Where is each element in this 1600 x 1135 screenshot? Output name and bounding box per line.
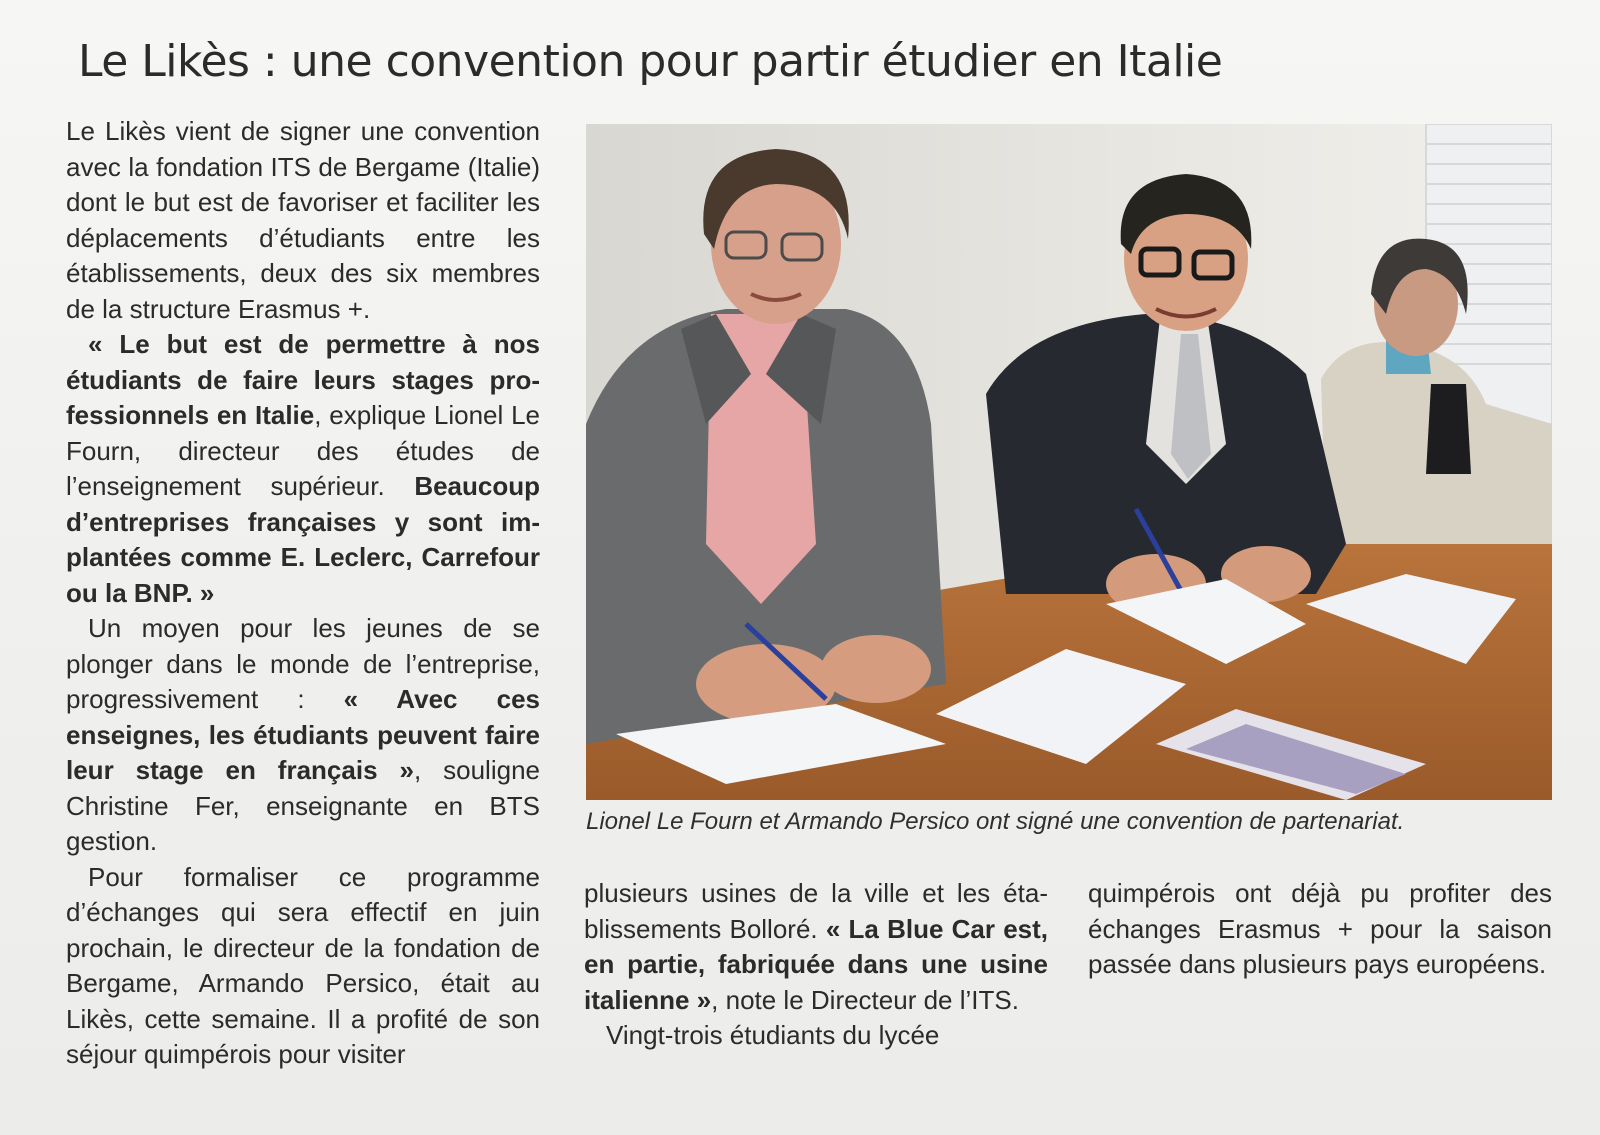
paragraph-quote-le-fourn: « Le but est de permettre à nos étudiants de faire leurs stages professionnels en Italie, explique Lionel Le Fourn, directeur des études de l’enseignement supérieur. Beaucoup d’entreprises françaises y sont implantées comme E. Leclerc, Carrefour ou la BNP. » (66, 329, 541, 608)
article-column-2 (584, 876, 1048, 1054)
paragraph-students-continued: quimpérois ont déjà pu profiter des échanges Erasmus + pour la saison passée dans plusieurs pays européens. (1088, 878, 1552, 979)
article-column-3 (1088, 876, 1552, 983)
paragraph-intro: Le Likès vient de signer une convention avec la fondation ITS de Bergame (Italie) dont le but est de favoriser et faciliter les déplacements d’étudiants entre les établissements, deux des six membres de la structure Erasmus +. (66, 116, 540, 324)
photo-illustration (586, 124, 1552, 800)
paragraph-persico-continued: plusieurs usines de la ville et les établissements Bolloré. « La Blue Car est, en partie, fabriquée dans une usine italienne », note le Directeur de l’ITS. (584, 878, 1048, 1015)
article-column-1 (66, 114, 540, 1073)
quote-bold-4: « La Blue Car est, en partie, fabriquée dans une usine italienne » (584, 913, 1048, 1015)
quote-bold-2: Beaucoup d’entreprises françaises y sont implantées comme E. Leclerc, Carrefour ou la BNP. » (66, 471, 540, 608)
article-headline: Le Likès : une convention pour partir étudier en Italie (78, 36, 1223, 87)
article-photo (586, 124, 1552, 800)
quote-bold-1: « Le but est de permettre à nos étudiants de faire leurs stages professionnels en Italie (66, 329, 540, 430)
paragraph-students: Vingt-trois étudiants du lycée (606, 1020, 940, 1050)
quote-bold-3: « Avec ces enseignes, les étudiants peuvent faire leur stage en français » (66, 684, 540, 785)
paragraph-quote-fer: Un moyen pour les jeunes de se plonger dans le monde de l’entreprise, progressivement : « Avec ces enseignes, les étudiants peuvent faire leur stage en français », souligne Christine Fer, enseignante en BTS gestion. (66, 613, 540, 856)
paragraph-persico: Pour formaliser ce programme d’échanges qui sera effectif en juin prochain, le directeur de la fondation de Bergame, Armando Persico, était au Likès, cette semaine. Il a profité de son séjour quimpérois pour visiter (66, 861, 540, 1069)
photo-caption: Lionel Le Fourn et Armando Persico ont signé une convention de partenariat. (586, 808, 1405, 835)
